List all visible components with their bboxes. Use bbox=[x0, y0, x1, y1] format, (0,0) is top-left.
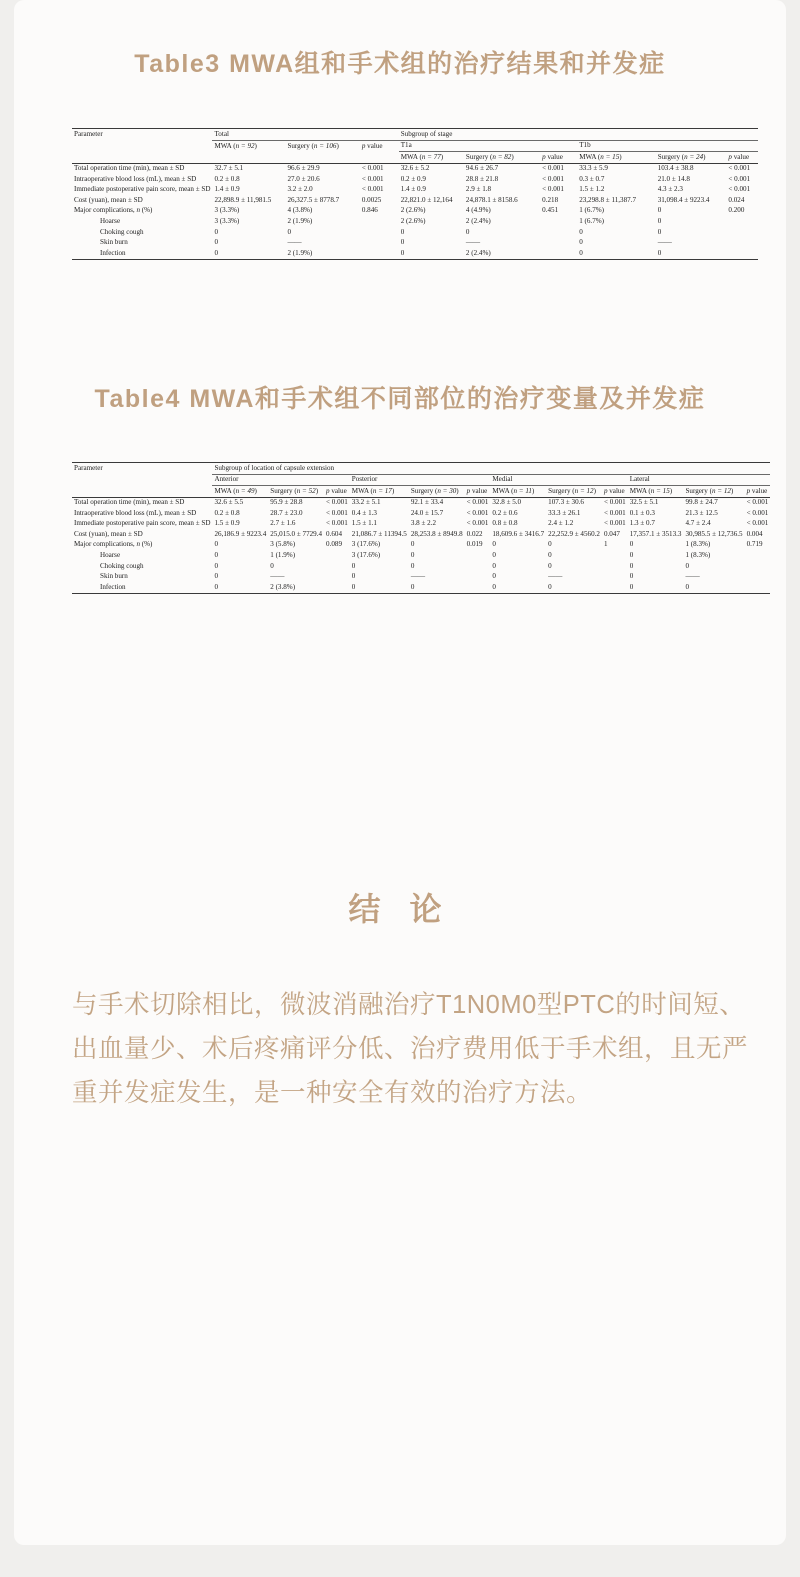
cell: 107.3 ± 30.6 bbox=[548, 498, 584, 507]
cell: 0 bbox=[577, 248, 656, 259]
cell: 0.089 bbox=[326, 540, 342, 549]
cell: 27.0 ± 20.6 bbox=[287, 174, 320, 183]
cell: 4.7 ± 2.4 bbox=[685, 519, 711, 528]
cell: 0.3 ± 0.7 bbox=[579, 174, 605, 183]
table-row bbox=[72, 174, 758, 185]
cell: 0 bbox=[409, 582, 465, 593]
cell: < 0.001 bbox=[728, 164, 751, 173]
cell bbox=[726, 248, 758, 259]
cell: 23,298.8 ± 11,387.7 bbox=[579, 195, 637, 204]
cell: 0 bbox=[629, 540, 634, 549]
group-header-medial: Medial bbox=[490, 474, 627, 486]
cell: 0.451 bbox=[542, 206, 559, 215]
cell: 4.3 ± 2.3 bbox=[657, 185, 683, 194]
cell: < 0.001 bbox=[466, 519, 489, 528]
col-header-3: MWA (n = 77) bbox=[399, 152, 464, 164]
cell: 99.8 ± 24.7 bbox=[685, 498, 718, 507]
cell: 0.2 ± 0.9 bbox=[400, 174, 426, 183]
group-header-total: Total bbox=[212, 129, 398, 141]
cell: 33.2 ± 5.1 bbox=[351, 498, 381, 507]
row-label: Cost (yuan), mean ± SD bbox=[74, 195, 143, 204]
cell: 1 (6.7%) bbox=[579, 216, 605, 225]
cell bbox=[726, 227, 758, 238]
cell: 24.0 ± 15.7 bbox=[410, 508, 444, 517]
cell: 0 bbox=[214, 550, 219, 559]
group-header-t1b: T1b bbox=[577, 140, 758, 152]
table4-header-row-3 bbox=[72, 486, 770, 498]
cell: 0 bbox=[212, 248, 285, 259]
cell: 0 bbox=[492, 572, 496, 581]
row-label: Infection bbox=[72, 248, 212, 259]
cell bbox=[745, 571, 771, 582]
cell bbox=[602, 550, 628, 561]
cell bbox=[360, 216, 399, 227]
cell: 4 (3.8%) bbox=[287, 206, 313, 215]
cell: 3.2 ± 2.0 bbox=[287, 185, 313, 194]
col-header-6: MWA (n = 11) bbox=[490, 486, 546, 498]
cell: < 0.001 bbox=[326, 519, 348, 528]
cell: 0 bbox=[410, 550, 415, 559]
table4 bbox=[72, 462, 770, 594]
cell: 0 bbox=[546, 582, 602, 593]
col-header-10: Surgery (n = 12) bbox=[683, 486, 744, 498]
cell: 0 bbox=[214, 238, 219, 247]
cell: 31,098.4 ± 9223.4 bbox=[657, 195, 710, 204]
col-header-parameter: Parameter bbox=[72, 463, 212, 475]
table-row bbox=[72, 195, 758, 206]
cell: < 0.001 bbox=[466, 508, 489, 517]
cell: < 0.001 bbox=[361, 164, 384, 173]
cell: —— bbox=[465, 238, 481, 247]
cell: 3 (17.6%) bbox=[351, 540, 381, 549]
table-row bbox=[72, 163, 758, 174]
table-row bbox=[72, 206, 758, 217]
cell: 2.4 ± 1.2 bbox=[548, 519, 574, 528]
cell: 32.6 ± 5.5 bbox=[214, 498, 244, 507]
row-label: Total operation time (min), mean ± SD bbox=[74, 164, 185, 173]
cell bbox=[745, 550, 771, 561]
cell: < 0.001 bbox=[326, 498, 348, 507]
cell: 0 bbox=[657, 227, 662, 236]
cell: 0.4 ± 1.3 bbox=[351, 508, 377, 517]
cell: 18,609.6 ± 3416.7 bbox=[492, 529, 545, 538]
cell: 0 bbox=[683, 582, 744, 593]
cell: 0 bbox=[465, 227, 470, 236]
cell: 21.3 ± 12.5 bbox=[685, 508, 718, 517]
col-header-0: MWA (n = 49) bbox=[212, 486, 268, 498]
cell: 3 (5.8%) bbox=[270, 540, 296, 549]
cell bbox=[324, 550, 350, 561]
table-row bbox=[72, 497, 770, 508]
cell bbox=[540, 216, 577, 227]
cell: 4 (4.9%) bbox=[465, 206, 491, 215]
cell: 95.9 ± 28.8 bbox=[270, 498, 303, 507]
cell: 26,327.5 ± 8778.7 bbox=[287, 195, 340, 204]
cell: < 0.001 bbox=[326, 508, 348, 517]
cell: 1.3 ± 0.7 bbox=[629, 519, 655, 528]
table3-container bbox=[72, 128, 758, 260]
cell: 21.0 ± 14.8 bbox=[657, 174, 690, 183]
cell bbox=[602, 561, 628, 572]
cell: —— bbox=[270, 572, 285, 581]
cell: 0 bbox=[579, 238, 583, 247]
cell: 0.019 bbox=[466, 540, 483, 549]
cell: 0 bbox=[629, 572, 634, 581]
cell: 0 bbox=[579, 227, 583, 236]
cell: < 0.001 bbox=[361, 174, 384, 183]
cell: 22,252.9 ± 4560.2 bbox=[548, 529, 600, 538]
cell: 1 bbox=[603, 540, 608, 549]
col-header-1: Surgery (n = 52) bbox=[268, 486, 324, 498]
col-header-8: p value bbox=[726, 152, 758, 164]
cell bbox=[745, 582, 771, 593]
cell: 0 bbox=[628, 582, 684, 593]
cell bbox=[465, 571, 491, 582]
cell: 2 (3.8%) bbox=[268, 582, 324, 593]
row-label: Skin burn bbox=[100, 572, 128, 581]
cell: 0.004 bbox=[746, 529, 763, 538]
cell: 0 bbox=[492, 550, 496, 559]
row-label: Total operation time (min), mean ± SD bbox=[74, 498, 185, 507]
table-row bbox=[72, 540, 770, 551]
col-header-4: Surgery (n = 30) bbox=[409, 486, 465, 498]
cell: 3 (17.6%) bbox=[351, 550, 381, 559]
col-header-7: Surgery (n = 12) bbox=[546, 486, 602, 498]
cell bbox=[602, 582, 628, 593]
table-row bbox=[72, 582, 770, 593]
row-label: Intraoperative blood loss (mL), mean ± SD bbox=[74, 174, 197, 183]
conclusion-title: 结 论 bbox=[348, 891, 452, 927]
cell: < 0.001 bbox=[728, 185, 751, 194]
table4-header-row-1 bbox=[72, 463, 770, 475]
cell: 0 bbox=[214, 572, 219, 581]
cell: 0.846 bbox=[361, 206, 378, 215]
table-row bbox=[72, 550, 770, 561]
cell: 1 (6.7%) bbox=[579, 206, 605, 215]
table-row bbox=[72, 519, 770, 530]
cell: 17,357.1 ± 3513.3 bbox=[629, 529, 682, 538]
table-row bbox=[72, 227, 758, 238]
cell: 33.3 ± 5.9 bbox=[579, 164, 608, 173]
cell: 0 bbox=[350, 582, 409, 593]
cell: < 0.001 bbox=[466, 498, 489, 507]
table-row bbox=[72, 508, 770, 519]
cell: —— bbox=[410, 572, 426, 581]
cell: 0 bbox=[410, 561, 415, 570]
cell: 0 bbox=[351, 572, 356, 581]
cell: 0 bbox=[351, 561, 356, 570]
group-header-anterior: Anterior bbox=[212, 474, 349, 486]
cell: 0.719 bbox=[746, 540, 763, 549]
cell: 0 bbox=[548, 540, 552, 549]
cell: 0.8 ± 0.8 bbox=[492, 519, 518, 528]
cell: < 0.001 bbox=[603, 498, 626, 507]
table3-header-row-3 bbox=[72, 152, 758, 164]
group-header-posterior: Posterior bbox=[350, 474, 491, 486]
cell: 1.4 ± 0.9 bbox=[400, 185, 426, 194]
table4-header-row-2 bbox=[72, 474, 770, 486]
cell: 103.4 ± 38.8 bbox=[657, 164, 694, 173]
cell: 32.6 ± 5.2 bbox=[400, 164, 430, 173]
cell: 0 bbox=[548, 550, 552, 559]
row-label: Immediate postoperative pain score, mean ± SD bbox=[74, 185, 211, 194]
cell: 30,985.5 ± 12,736.5 bbox=[685, 529, 743, 538]
cell: 3 (3.3%) bbox=[214, 216, 240, 225]
cell bbox=[745, 561, 771, 572]
row-label: Choking cough bbox=[100, 561, 144, 570]
cell: < 0.001 bbox=[728, 174, 751, 183]
table-row bbox=[72, 571, 770, 582]
cell: 0 bbox=[214, 540, 219, 549]
table3-header-row-1 bbox=[72, 129, 758, 141]
cell: 0.218 bbox=[542, 195, 559, 204]
cell: 0.1 ± 0.3 bbox=[629, 508, 655, 517]
cell: < 0.001 bbox=[746, 508, 769, 517]
table-row bbox=[72, 216, 758, 227]
cell: 3 (3.3%) bbox=[214, 206, 240, 215]
col-header-total-mwa: MWA (n = 92) bbox=[214, 141, 257, 150]
cell: 0 bbox=[212, 582, 268, 593]
table-row bbox=[72, 561, 770, 572]
cell: 0 bbox=[400, 238, 405, 247]
table-row bbox=[72, 185, 758, 196]
cell bbox=[465, 550, 491, 561]
cell: 2 (2.6%) bbox=[400, 206, 426, 215]
group-header-subgroup: Subgroup of stage bbox=[399, 129, 758, 141]
cell: 21,086.7 ± 11394.5 bbox=[351, 529, 407, 538]
row-label: Infection bbox=[72, 582, 212, 593]
cell bbox=[540, 227, 577, 238]
cell bbox=[360, 237, 399, 248]
cell: 1 (8.3%) bbox=[685, 550, 711, 559]
cell: 1.4 ± 0.9 bbox=[214, 185, 240, 194]
col-header-total-surgery: Surgery (n = 106) bbox=[287, 141, 339, 150]
cell: < 0.001 bbox=[361, 185, 384, 194]
cell: 24,878.1 ± 8158.6 bbox=[465, 195, 518, 204]
row-label: Major complications, n (%) bbox=[74, 206, 153, 215]
cell: < 0.001 bbox=[746, 519, 769, 528]
cell: 2 (2.6%) bbox=[400, 216, 426, 225]
cell: 0.2 ± 0.6 bbox=[492, 508, 518, 517]
cell: 32.5 ± 5.1 bbox=[629, 498, 659, 507]
table4-heading: Table4 MWA和手术组不同部位的治疗变量及并发症 bbox=[94, 385, 706, 413]
cell: 28.8 ± 21.8 bbox=[465, 174, 499, 183]
group-header-lateral: Lateral bbox=[628, 474, 771, 486]
cell: 1.5 ± 1.2 bbox=[579, 185, 605, 194]
cell: 0 bbox=[410, 540, 415, 549]
cell: 0.200 bbox=[728, 206, 745, 215]
cell bbox=[540, 237, 577, 248]
row-label: Hoarse bbox=[100, 550, 121, 559]
row-label: Choking cough bbox=[100, 227, 144, 236]
cell: 94.6 ± 26.7 bbox=[465, 164, 499, 173]
group-header-subgroup: Subgroup of location of capsule extension bbox=[212, 463, 770, 475]
row-label: Major complications, n (%) bbox=[74, 540, 153, 549]
cell: 1.5 ± 0.9 bbox=[214, 519, 240, 528]
cell: 1 (1.9%) bbox=[270, 550, 296, 559]
col-header-parameter: Parameter bbox=[72, 129, 212, 141]
cell: 0 bbox=[656, 248, 727, 259]
cell: 32.7 ± 5.1 bbox=[214, 164, 244, 173]
cell: 28,253.8 ± 8949.8 bbox=[410, 529, 463, 538]
table3-header-row-2 bbox=[72, 140, 758, 152]
table-row bbox=[72, 248, 758, 259]
col-header-7: Surgery (n = 24) bbox=[656, 152, 727, 164]
cell: 22,898.9 ± 11,981.5 bbox=[214, 195, 272, 204]
col-header-4: Surgery (n = 82) bbox=[464, 152, 540, 164]
cell: 0.2 ± 0.8 bbox=[214, 508, 240, 517]
cell bbox=[465, 561, 491, 572]
cell: 25,015.0 ± 7729.4 bbox=[270, 529, 323, 538]
cell: 0 bbox=[400, 227, 405, 236]
cell: 2 (2.4%) bbox=[465, 216, 491, 225]
cell: 0 bbox=[548, 561, 552, 570]
cell: 2.9 ± 1.8 bbox=[465, 185, 492, 194]
col-header-8: p value bbox=[602, 486, 628, 498]
col-header-2: p value bbox=[324, 486, 350, 498]
cell bbox=[465, 582, 491, 593]
cell: 0.0025 bbox=[361, 195, 382, 204]
cell: 2 (2.4%) bbox=[464, 248, 540, 259]
cell: 2.7 ± 1.6 bbox=[270, 519, 296, 528]
cell: < 0.001 bbox=[542, 174, 564, 183]
cell: 0 bbox=[629, 561, 634, 570]
cell bbox=[726, 237, 758, 248]
cell bbox=[324, 582, 350, 593]
cell bbox=[726, 216, 758, 227]
col-header-9: MWA (n = 15) bbox=[628, 486, 684, 498]
cell: 92.1 ± 33.4 bbox=[410, 498, 444, 507]
cell: 0 bbox=[399, 248, 464, 259]
row-label: Intraoperative blood loss (mL), mean ± SD bbox=[74, 508, 197, 517]
cell bbox=[324, 561, 350, 572]
table3-heading: Table3 MWA组和手术组的治疗结果和并发症 bbox=[134, 50, 666, 78]
cell: 33.3 ± 26.1 bbox=[548, 508, 581, 517]
cell: 0.2 ± 0.8 bbox=[214, 174, 240, 183]
col-header-total-p: p value bbox=[361, 141, 383, 150]
cell: 0 bbox=[657, 206, 662, 215]
cell: —— bbox=[657, 238, 672, 247]
cell: 0 bbox=[287, 227, 291, 236]
cell: 2 (1.9%) bbox=[285, 248, 359, 259]
table3 bbox=[72, 128, 758, 260]
cell: 96.6 ± 29.9 bbox=[287, 164, 320, 173]
col-header-3: MWA (n = 17) bbox=[350, 486, 409, 498]
cell: 0 bbox=[657, 216, 662, 225]
cell: < 0.001 bbox=[746, 498, 769, 507]
cell: < 0.001 bbox=[603, 508, 626, 517]
cell: 26,186.9 ± 9223.4 bbox=[214, 529, 267, 538]
col-header-5: p value bbox=[540, 152, 577, 164]
cell: 2 (1.9%) bbox=[287, 216, 313, 225]
cell: 0 bbox=[629, 550, 634, 559]
table4-container bbox=[72, 462, 769, 594]
cell: < 0.001 bbox=[603, 519, 626, 528]
cell: 0.604 bbox=[326, 529, 342, 538]
cell bbox=[602, 571, 628, 582]
row-label: Immediate postoperative pain score, mean ± SD bbox=[74, 519, 211, 528]
col-header-11: p value bbox=[745, 486, 771, 498]
row-label: Hoarse bbox=[100, 216, 121, 225]
cell bbox=[324, 571, 350, 582]
cell: —— bbox=[685, 572, 700, 581]
group-header-t1a: T1a bbox=[399, 140, 577, 152]
cell: 0.022 bbox=[466, 529, 483, 538]
col-header-5: p value bbox=[465, 486, 491, 498]
cell: 22,821.0 ± 12,164 bbox=[400, 195, 453, 204]
cell: 0 bbox=[685, 561, 690, 570]
cell: —— bbox=[287, 238, 302, 247]
page-sheet bbox=[14, 0, 786, 1545]
cell: 0.024 bbox=[728, 195, 745, 204]
cell bbox=[540, 248, 577, 259]
cell: 28.7 ± 23.0 bbox=[270, 508, 303, 517]
cell: 0 bbox=[214, 227, 219, 236]
cell: 0 bbox=[214, 561, 219, 570]
cell: 0 bbox=[270, 561, 274, 570]
cell: 0 bbox=[490, 582, 546, 593]
row-label: Skin burn bbox=[100, 238, 128, 247]
cell: 32.8 ± 5.0 bbox=[492, 498, 522, 507]
table-row bbox=[72, 529, 770, 540]
cell bbox=[360, 227, 399, 238]
cell: 0 bbox=[492, 561, 496, 570]
cell: —— bbox=[548, 572, 563, 581]
conclusion-body: 与手术切除相比，微波消融治疗T1N0M0型PTC的时间短、出血量少、术后疼痛评分低、治疗费用低于手术组，且无严重并发症发生，是一种安全有效的治疗方法。 bbox=[72, 991, 749, 1107]
cell: 0.047 bbox=[603, 529, 620, 538]
cell bbox=[360, 248, 399, 259]
cell: 3.8 ± 2.2 bbox=[410, 519, 437, 528]
cell: 1 (8.3%) bbox=[685, 540, 711, 549]
cell: 1.5 ± 1.1 bbox=[351, 519, 377, 528]
row-label: Cost (yuan), mean ± SD bbox=[74, 529, 143, 538]
col-header-6: MWA (n = 15) bbox=[577, 152, 656, 164]
cell: 0 bbox=[492, 540, 496, 549]
cell: < 0.001 bbox=[542, 185, 564, 194]
table-row bbox=[72, 237, 758, 248]
cell: < 0.001 bbox=[542, 164, 564, 173]
